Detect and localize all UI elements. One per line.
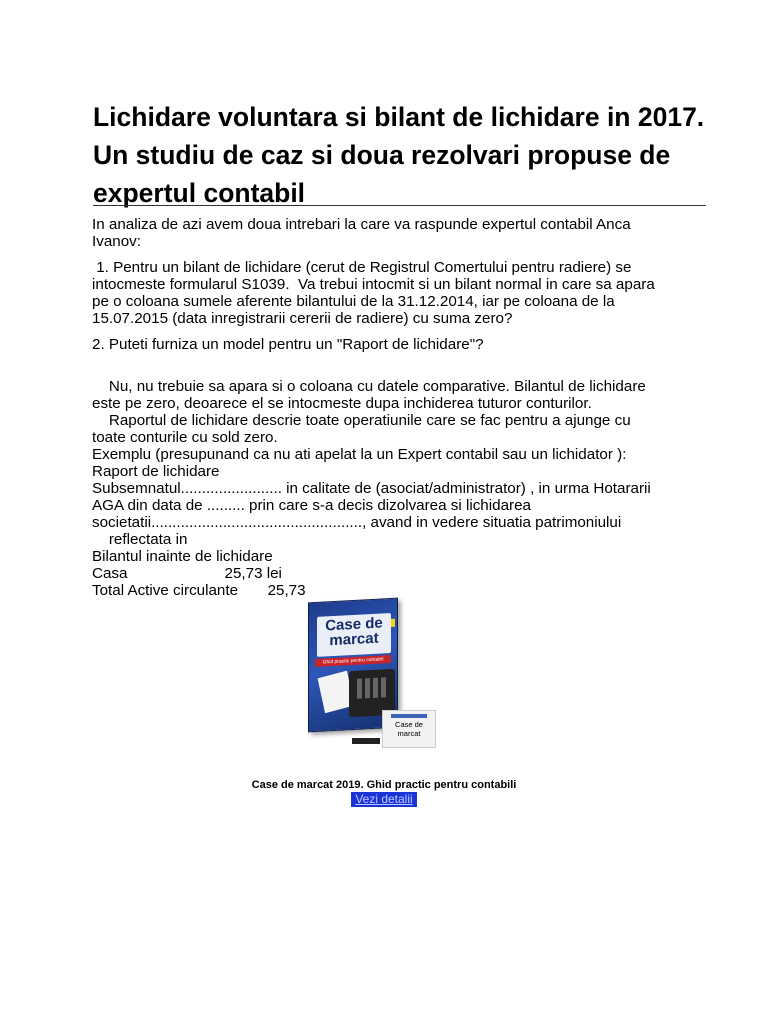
- answer-line: Raportul de lichidare descrie toate operatiunile care se fac pentru a ajunge cu: [92, 412, 631, 429]
- question-1-line: intocmeste formularul S1039. Va trebui intocmit si un bilant normal in care sa apara: [92, 276, 655, 293]
- product-card: [382, 710, 436, 748]
- answer-section: [92, 378, 682, 599]
- question-1-line: 1. Pentru un bilant de lichidare (cerut de Registrul Comertului pentru radiere) se: [92, 259, 632, 276]
- answer-line: este pe zero, deoarece el se intocmeste dupa inchiderea tuturor conturilor.: [92, 395, 592, 412]
- product-subtitle: Ghid practic pentru contabil: [315, 655, 391, 667]
- balance-row-casa: Casa 25,73 lei: [92, 565, 282, 582]
- article-title: Lichidare voluntara si bilant de lichidare in 2017. Un studiu de caz si doua rezolvari propuse de expertul contabil: [93, 102, 705, 208]
- balance-heading: Bilantul inainte de lichidare: [92, 548, 273, 565]
- usb-stick-icon: [352, 738, 380, 744]
- product-caption: Case de marcat 2019. Ghid practic pentru contabili: [251, 779, 517, 791]
- details-link[interactable]: Vezi detalii: [351, 792, 417, 807]
- product-title: Case de marcat: [317, 613, 391, 657]
- answer-line: AGA din data de ......... prin care s-a decis dizolvarea si lichidarea: [92, 497, 531, 514]
- question-1-line: 15.07.2015 (data inregistrarii cererii de radiere) cu suma zero?: [92, 310, 513, 327]
- report-heading: Raport de lichidare: [92, 463, 220, 480]
- answer-line: societatii.................................................., avand in vedere situatia patrimoniului: [92, 514, 622, 531]
- balance-row-total: Total Active circulante 25,73: [92, 582, 306, 599]
- answer-line: reflectata in: [92, 531, 188, 548]
- answer-line: Nu, nu trebuie sa apara si o coloana cu datele comparative. Bilantul de lichidare: [92, 378, 646, 395]
- intro-line: Ivanov:: [92, 233, 141, 250]
- answer-line: Exemplu (presupunand ca nu ati apelat la un Expert contabil sau un lichidator ):: [92, 446, 627, 463]
- question-2: 2. Puteti furniza un model pentru un "Raport de lichidare"?: [92, 336, 484, 353]
- intro-paragraph: [92, 216, 682, 250]
- product-image[interactable]: [304, 598, 434, 750]
- register-keys-icon: [357, 677, 387, 699]
- answer-line: toate conturile cu sold zero.: [92, 429, 278, 446]
- question-1: [92, 259, 682, 327]
- question-1-line: pe o coloana sumele aferente bilantului de la 31.12.2014, iar pe coloana de la: [92, 293, 615, 310]
- card-label: Case de marcat: [395, 720, 423, 738]
- intro-line: In analiza de azi avem doua intrebari la care va raspunde expertul contabil Anca: [92, 216, 631, 233]
- answer-line: Subsemnatul........................ in calitate de (asociat/administrator) , in urma Hotararii: [92, 480, 651, 497]
- title-divider: [93, 205, 706, 206]
- card-logo-icon: [391, 714, 427, 718]
